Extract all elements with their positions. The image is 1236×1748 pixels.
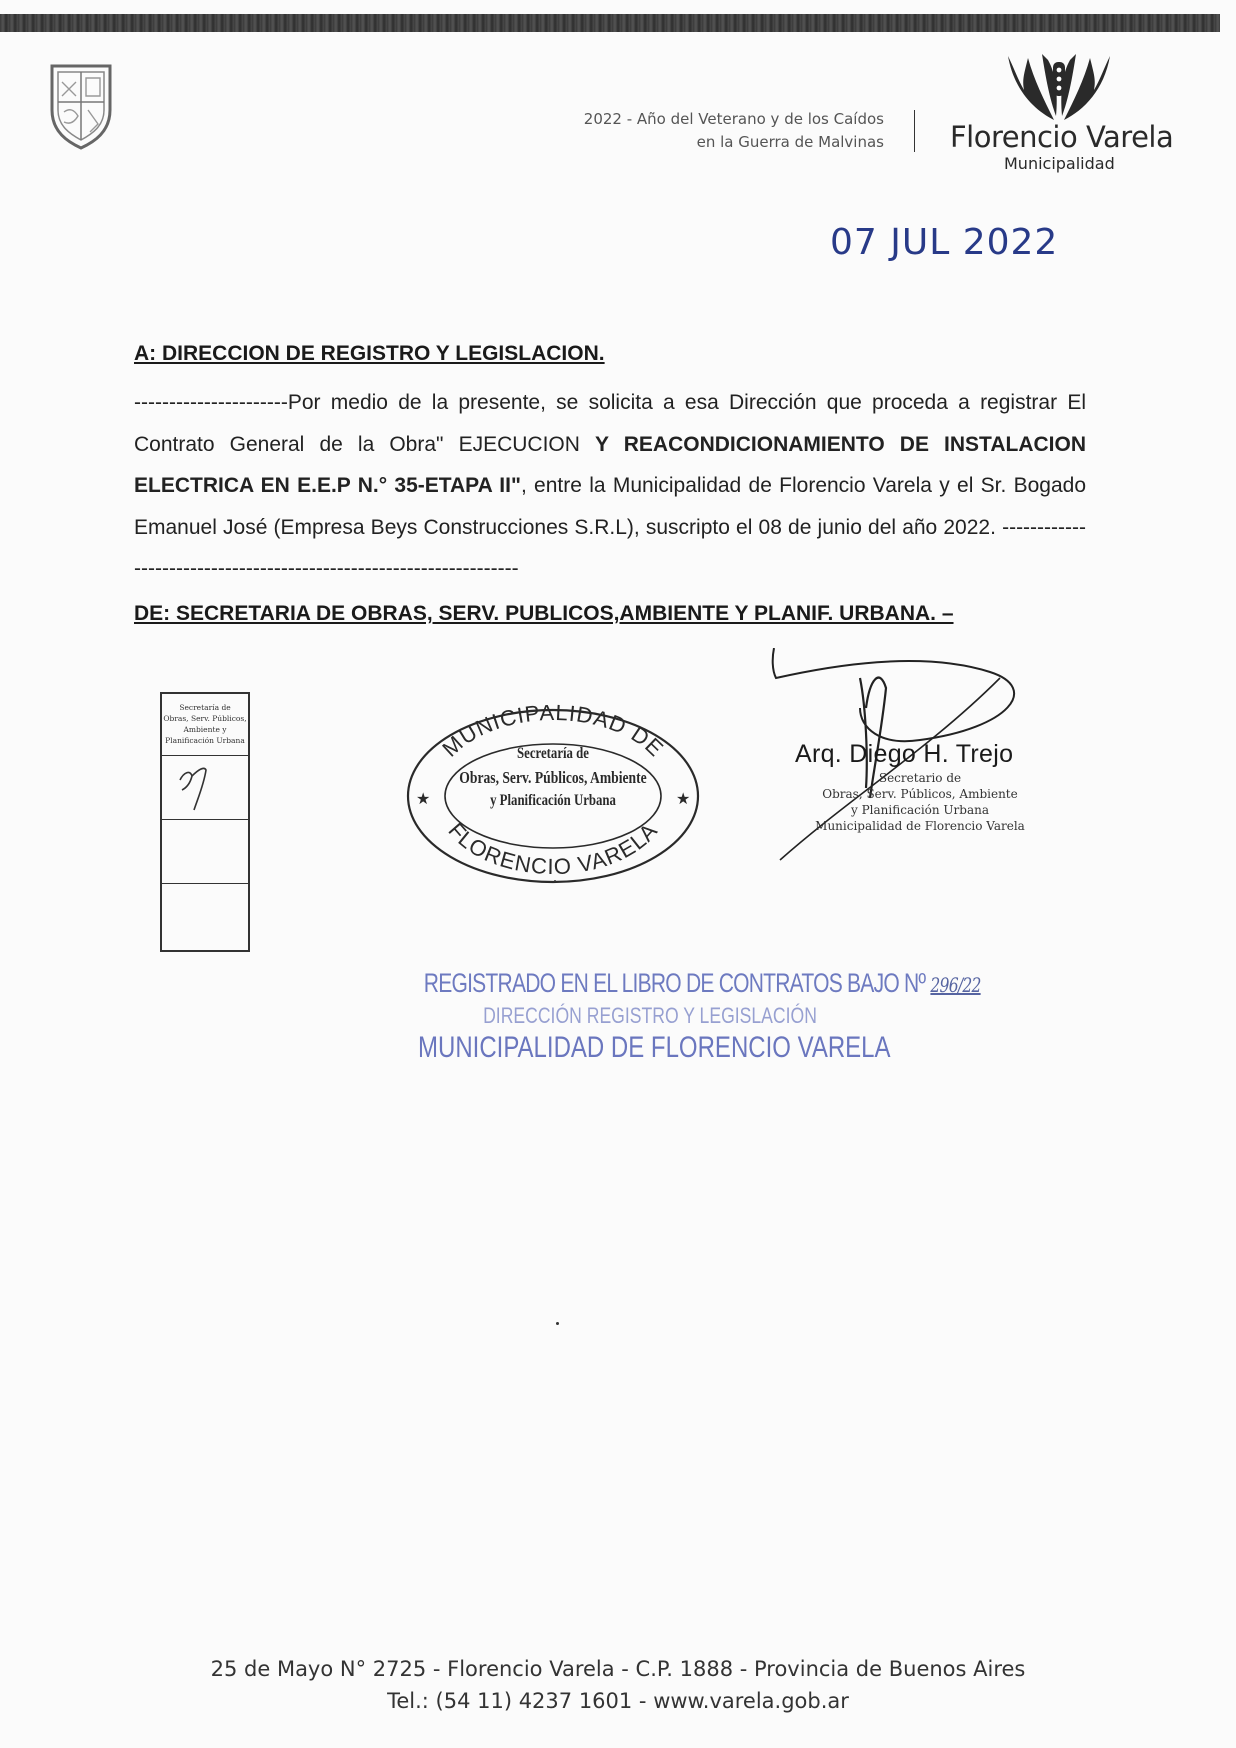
initials-header-line-2: Obras, Serv. Públicos, [163,714,247,723]
brand-name: Florencio Varela [950,120,1174,154]
seal-line-2: Obras, Serv. Públicos, Ambiente [459,768,647,787]
scan-speck [554,880,556,882]
seal-top-arc: MUNICIPALIDAD DE [437,699,669,762]
scan-speck [556,1322,559,1325]
initials-blank-cell [162,820,248,884]
svg-text:★: ★ [676,789,691,808]
registration-stamp [360,968,981,1065]
body-part-2: , entre la Municipalidad de Florencio Varela y el Sr. Bogado Emanuel José (Empresa Beys Construcciones S.R.L), suscripto el 08 de junio del año 2022. [134,474,1086,539]
signer-role-line-4: Municipalidad de Florencio Varela [815,819,1025,833]
sender-line: DE: SECRETARIA DE OBRAS, SERV. PUBLICOS,AMBIENTE Y PLANIF. URBANA. – [134,602,954,625]
seal-bottom-arc: FLORENCIO VARELA [443,817,663,880]
initials-header-line-1: Secretaría de [179,703,231,712]
date-stamp: 07 JUL 2022 [830,222,1059,263]
initials-blank-cell [162,884,248,948]
initials-box [160,692,250,952]
header-divider [914,110,915,152]
seal-line-1: Secretaría de [517,745,589,762]
footer-address: 25 de Mayo N° 2725 - Florencio Varela - C.P. 1888 - Provincia de Buenos Aires [210,1657,1026,1681]
registration-line-3: MUNICIPALIDAD DE FLORENCIO VARELA [418,1031,891,1064]
signer-role-line-3: y Planificación Urbana [851,803,989,817]
letter-body [134,382,1086,590]
initials-box-header [162,694,248,756]
body-bold-title: Y REACONDICIONAMIENTO DE INSTALACION ELECTRICA EN E.E.P N.° 35-ETAPA II" [134,432,1086,497]
svg-text:★: ★ [416,789,431,808]
signer-role-line-2: Obras, Serv. Públicos, Ambiente [822,787,1018,801]
signer-role-line-1: Secretario de [878,771,962,785]
registration-number: 296/22 [930,973,981,997]
trail-dashes: ------------------------------------------------------------------- [134,515,1086,580]
scan-top-edge [0,14,1220,32]
brand-subtitle: Municipalidad [1004,154,1115,173]
signer-name: Arq. Diego H. Trejo [795,740,1014,768]
signer-role [810,770,1030,834]
registration-line-1 [423,968,981,999]
motto-line-2: en la Guerra de Malvinas [696,133,884,151]
registration-line-2: DIRECCIÓN REGISTRO Y LEGISLACIÓN [483,1003,817,1028]
seal-line-3: y Planificación Urbana [490,792,616,809]
handwritten-initial-icon [162,756,248,818]
addressee: A: DIRECCION DE REGISTRO Y LEGISLACION. [134,342,605,365]
header-motto [584,108,884,154]
registration-line-1-text: REGISTRADO EN EL LIBRO DE CONTRATOS BAJO Nº [423,968,926,998]
initials-mark-cell [162,756,248,820]
lead-dashes: ---------------------- [134,391,288,414]
body-part-1: Por medio de la presente, se solicita a esa Dirección que proceda a registrar El Contrato General de la Obra" EJECUCION [134,391,1086,456]
initials-header-line-3: Ambiente y Planificación Urbana [165,725,245,745]
motto-line-1: 2022 - Año del Veterano y de los Caídos [583,110,884,128]
municipal-crest-icon [46,62,116,150]
florencio-varela-logo-icon [1004,50,1114,126]
footer-contact: Tel.: (54 11) 4237 1601 - www.varela.gob.ar [387,1689,849,1713]
